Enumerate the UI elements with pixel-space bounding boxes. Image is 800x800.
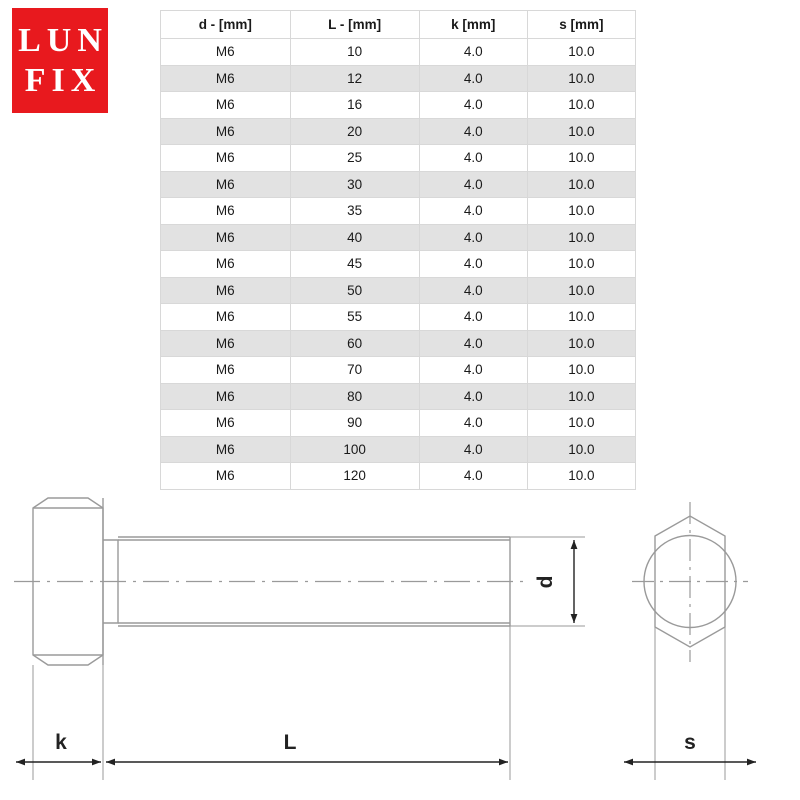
table-cell: M6 xyxy=(161,357,291,384)
table-cell: 10.0 xyxy=(527,251,635,278)
table-cell: 90 xyxy=(290,410,419,437)
table-cell: M6 xyxy=(161,145,291,172)
table-cell: 4.0 xyxy=(419,145,527,172)
table-cell: 4.0 xyxy=(419,357,527,384)
table-row xyxy=(161,251,636,278)
dimension-label-k: k xyxy=(55,731,67,754)
table-cell: M6 xyxy=(161,436,291,463)
table-row xyxy=(161,436,636,463)
logo-line-2: FIX xyxy=(24,61,102,99)
table-cell: 4.0 xyxy=(419,171,527,198)
extension-lines-s xyxy=(655,627,725,780)
table-header-row xyxy=(161,11,636,39)
table-cell: 10.0 xyxy=(527,65,635,92)
table-row xyxy=(161,39,636,66)
table-row xyxy=(161,304,636,331)
table-cell: 10.0 xyxy=(527,145,635,172)
table-cell: 10.0 xyxy=(527,357,635,384)
brand-logo xyxy=(12,8,108,113)
dimension-label-L: L xyxy=(283,731,297,754)
table-cell: M6 xyxy=(161,304,291,331)
column-header-L: L - [mm] xyxy=(290,11,419,39)
table-cell: 4.0 xyxy=(419,65,527,92)
table-cell: M6 xyxy=(161,463,291,490)
table-cell: 100 xyxy=(290,436,419,463)
table-row xyxy=(161,198,636,225)
table-cell: 10.0 xyxy=(527,330,635,357)
table-cell: M6 xyxy=(161,383,291,410)
table-cell: 4.0 xyxy=(419,198,527,225)
logo-line-1: LUN xyxy=(18,21,108,59)
table-cell: 10.0 xyxy=(527,463,635,490)
table-cell: 10.0 xyxy=(527,277,635,304)
table-row xyxy=(161,277,636,304)
table-row xyxy=(161,357,636,384)
table-cell: 4.0 xyxy=(419,410,527,437)
table-row xyxy=(161,410,636,437)
table-cell: 4.0 xyxy=(419,92,527,119)
table-cell: 25 xyxy=(290,145,419,172)
table-cell: M6 xyxy=(161,410,291,437)
table-cell: M6 xyxy=(161,224,291,251)
table-cell: 55 xyxy=(290,304,419,331)
table-cell: 40 xyxy=(290,224,419,251)
table-cell: 10.0 xyxy=(527,383,635,410)
table-cell: M6 xyxy=(161,171,291,198)
table-cell: 4.0 xyxy=(419,277,527,304)
dimension-label-d: d xyxy=(534,575,557,589)
table-cell: 80 xyxy=(290,383,419,410)
table-cell: M6 xyxy=(161,330,291,357)
table-row xyxy=(161,145,636,172)
table-cell: 120 xyxy=(290,463,419,490)
table-cell: 12 xyxy=(290,65,419,92)
dimension-table xyxy=(160,10,636,490)
table-cell: 30 xyxy=(290,171,419,198)
table-cell: 4.0 xyxy=(419,224,527,251)
table-cell: M6 xyxy=(161,92,291,119)
table-cell: 4.0 xyxy=(419,463,527,490)
table-cell: M6 xyxy=(161,251,291,278)
table-cell: M6 xyxy=(161,65,291,92)
table-row xyxy=(161,383,636,410)
table-cell: M6 xyxy=(161,118,291,145)
table-cell: 60 xyxy=(290,330,419,357)
table-cell: 35 xyxy=(290,198,419,225)
table-cell: 50 xyxy=(290,277,419,304)
table-cell: 10.0 xyxy=(527,410,635,437)
column-header-d: d - [mm] xyxy=(161,11,291,39)
table-cell: M6 xyxy=(161,198,291,225)
table-cell: 10.0 xyxy=(527,92,635,119)
table-cell: 45 xyxy=(290,251,419,278)
table-row xyxy=(161,171,636,198)
table-cell: 4.0 xyxy=(419,118,527,145)
table-cell: 10 xyxy=(290,39,419,66)
table-cell: 10.0 xyxy=(527,39,635,66)
table-cell: 10.0 xyxy=(527,198,635,225)
table-cell: 10.0 xyxy=(527,304,635,331)
table-row xyxy=(161,65,636,92)
dimension-label-s: s xyxy=(684,731,696,754)
table-row xyxy=(161,224,636,251)
table-row xyxy=(161,118,636,145)
table-cell: 4.0 xyxy=(419,383,527,410)
table-row xyxy=(161,92,636,119)
table-cell: 4.0 xyxy=(419,304,527,331)
table-cell: 10.0 xyxy=(527,224,635,251)
table-cell: 70 xyxy=(290,357,419,384)
table-cell: 20 xyxy=(290,118,419,145)
table-cell: 4.0 xyxy=(419,39,527,66)
table-cell: M6 xyxy=(161,277,291,304)
center-lines-end-view xyxy=(632,502,748,662)
table-row xyxy=(161,330,636,357)
table-cell: 4.0 xyxy=(419,436,527,463)
column-header-s: s [mm] xyxy=(527,11,635,39)
extension-lines xyxy=(33,537,585,780)
table-row xyxy=(161,463,636,490)
technical-drawing xyxy=(0,490,800,800)
table-cell: 4.0 xyxy=(419,251,527,278)
table-cell: 10.0 xyxy=(527,118,635,145)
table-cell: M6 xyxy=(161,39,291,66)
table-cell: 10.0 xyxy=(527,171,635,198)
table-cell: 10.0 xyxy=(527,436,635,463)
column-header-k: k [mm] xyxy=(419,11,527,39)
table-cell: 16 xyxy=(290,92,419,119)
table-cell: 4.0 xyxy=(419,330,527,357)
